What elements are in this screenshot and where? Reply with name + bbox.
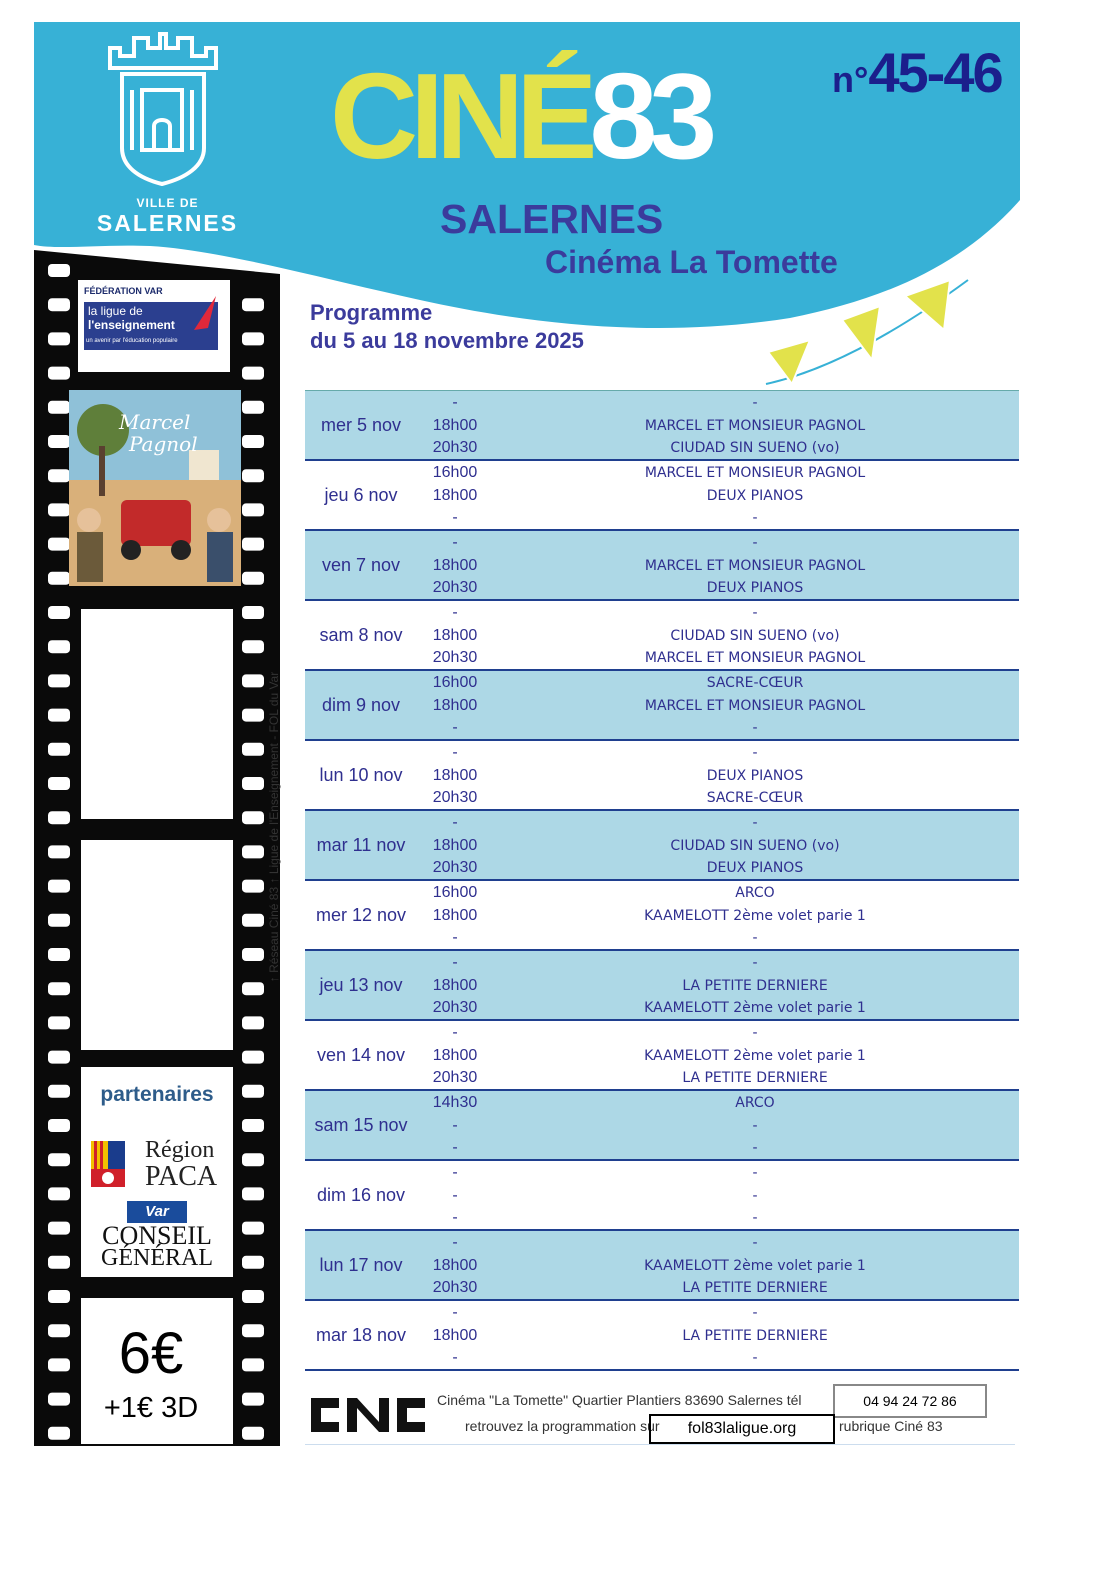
film-title: - (752, 1117, 758, 1134)
showtime: - (452, 1234, 458, 1251)
federation-tagline: un avenir par l'éducation populaire (86, 338, 178, 344)
film-title: - (752, 1187, 758, 1204)
film-perforation (242, 606, 264, 619)
film-perforation (242, 1256, 264, 1269)
showtime: - (452, 1164, 458, 1181)
schedule-day-row (305, 601, 1019, 671)
film-title: - (752, 1140, 758, 1157)
showtime: 16h00 (432, 884, 478, 901)
film-perforation (242, 640, 264, 653)
vertical-credit-text: ↑ Réseau Ciné 83 ↑ Ligue de l'Enseignement - FOL du Var (267, 671, 281, 983)
film-perforation (242, 1358, 264, 1371)
brand-cine: CINÉ (330, 48, 590, 184)
poster-title-1: Marcel (119, 410, 191, 434)
film-perforation (48, 640, 70, 653)
region-label-1: Région (145, 1137, 215, 1163)
showtime: - (452, 719, 458, 737)
cinema-name: Cinéma La Tomette (545, 244, 838, 280)
film-perforation (48, 914, 70, 927)
film-title: MARCEL ET MONSIEUR PAGNOL (644, 697, 866, 714)
showtime: 18h00 (432, 906, 478, 924)
empty-frame-2 (81, 840, 233, 1050)
cnc-logo (305, 1392, 435, 1438)
film-title: DEUX PIANOS (706, 860, 804, 877)
film-perforation (242, 777, 264, 790)
film-perforation (242, 1393, 264, 1406)
region-paca-shield-icon (91, 1141, 125, 1187)
showtime: - (452, 534, 458, 551)
film-perforation (242, 367, 264, 380)
day-label: mer 12 nov (315, 905, 407, 925)
film-perforation (48, 743, 70, 756)
film-title: ARCO (735, 1095, 775, 1111)
day-label: sam 8 nov (319, 625, 403, 645)
film-perforation (48, 1393, 70, 1406)
film-perforation (242, 709, 264, 722)
showtime: 18h00 (432, 626, 478, 644)
film-title: - (752, 1305, 758, 1321)
film-title: LA PETITE DERNIERE (682, 1327, 828, 1344)
film-perforation (242, 1051, 264, 1064)
film-perforation (48, 572, 70, 585)
film-perforation (242, 674, 264, 687)
film-title: KAAMELOTT 2ème volet parie 1 (644, 1047, 866, 1064)
film-perforation (48, 948, 70, 961)
schedule-day-row (305, 671, 1019, 741)
film-perforation (242, 572, 264, 585)
film-perforation (242, 1153, 264, 1166)
film-perforation (242, 332, 264, 345)
day-label: ven 7 nov (321, 555, 401, 575)
film-perforation (48, 845, 70, 858)
film-perforation (242, 845, 264, 858)
film-title: CIUDAD SIN SUENO (vo) (670, 440, 840, 457)
film-title: LA PETITE DERNIERE (682, 1280, 828, 1297)
showtime: - (452, 1116, 458, 1134)
film-perforation (48, 880, 70, 893)
showtime: 18h00 (432, 486, 478, 504)
salernes-crest-logo (100, 28, 225, 188)
price-3d-supplement: +1€ 3D (103, 1392, 199, 1424)
showtime: 20h30 (432, 1279, 478, 1297)
film-perforation (48, 1324, 70, 1337)
film-perforation (48, 982, 70, 995)
phone-number: 04 94 24 72 86 (833, 1384, 987, 1418)
city-label: SALERNES (96, 210, 239, 236)
issue-value: 45-46 (868, 41, 1002, 104)
federation-top: FÉDÉRATION VAR (84, 286, 163, 296)
red-arrow-icon (190, 294, 220, 334)
film-perforation (48, 503, 70, 516)
film-title: - (752, 1235, 758, 1251)
showtime: 18h00 (432, 1046, 478, 1064)
film-perforation (48, 401, 70, 414)
film-perforation (242, 538, 264, 551)
film-title: LA PETITE DERNIERE (682, 1070, 828, 1087)
schedule-day-row (305, 1021, 1019, 1091)
showtime: 18h00 (432, 766, 478, 784)
film-perforation (48, 264, 70, 277)
film-perforation (242, 503, 264, 516)
film-title: MARCEL ET MONSIEUR PAGNOL (644, 417, 866, 434)
showtime: - (452, 744, 458, 761)
film-perforation (48, 709, 70, 722)
film-perforation (48, 1016, 70, 1029)
film-title: ARCO (735, 885, 775, 901)
issue-prefix: n° (832, 59, 869, 100)
program-dates: du 5 au 18 novembre 2025 (310, 328, 584, 353)
showtime: 18h00 (432, 976, 478, 994)
film-title: - (752, 1025, 758, 1041)
day-label: mer 5 nov (320, 415, 402, 435)
film-perforation (48, 367, 70, 380)
film-title: KAAMELOTT 2ème volet parie 1 (644, 1257, 866, 1274)
film-title: - (752, 955, 758, 971)
showtime: 18h00 (432, 1256, 478, 1274)
brand-number: 83 (589, 48, 710, 184)
film-perforation (242, 1427, 264, 1440)
schedule-day-row (305, 461, 1019, 531)
film-poster-marcel-pagnol (69, 390, 241, 586)
film-perforation (242, 1222, 264, 1235)
ticket-price: 6€ (118, 1321, 184, 1386)
day-label: dim 16 nov (316, 1185, 406, 1205)
film-title: - (752, 815, 758, 831)
film-perforation (242, 1119, 264, 1132)
partners-panel (81, 1067, 233, 1277)
schedule-day-row (305, 1301, 1019, 1371)
schedule-day-row (305, 1091, 1019, 1161)
cinema-address: Cinéma "La Tomette" Quartier Plantiers 83690 Salernes tél (437, 1392, 802, 1408)
film-perforation (242, 435, 264, 448)
showtime: - (452, 814, 458, 831)
film-perforation (48, 435, 70, 448)
film-title: - (752, 535, 758, 551)
film-title: - (752, 1210, 758, 1227)
region-label-2: PACA (145, 1161, 218, 1192)
film-title: - (752, 605, 758, 621)
film-perforation (242, 401, 264, 414)
issue-number (832, 40, 1002, 105)
film-title: - (752, 745, 758, 761)
showtime: 20h30 (432, 579, 478, 597)
day-label: jeu 6 nov (324, 485, 398, 505)
showtime: - (452, 1186, 458, 1204)
film-title: - (752, 1350, 758, 1367)
film-perforation (48, 674, 70, 687)
schedule-day-row (305, 531, 1019, 601)
film-perforation (48, 1153, 70, 1166)
website-link[interactable]: fol83laligue.org (649, 1414, 835, 1444)
showtime: 14h30 (432, 1094, 478, 1111)
empty-frame-1 (81, 609, 233, 819)
film-perforation (48, 538, 70, 551)
film-title: KAAMELOTT 2ème volet parie 1 (644, 1000, 866, 1017)
day-label: lun 10 nov (319, 765, 403, 785)
film-title: - (752, 510, 758, 527)
schedule-day-row (305, 391, 1019, 461)
film-title: - (752, 930, 758, 947)
film-perforation (48, 1290, 70, 1303)
film-title: DEUX PIANOS (706, 580, 804, 597)
film-title: CIUDAD SIN SUENO (vo) (670, 837, 840, 854)
film-perforation (242, 811, 264, 824)
film-title: SACRE-CŒUR (706, 675, 804, 691)
film-title: - (752, 395, 758, 411)
film-perforation (242, 1085, 264, 1098)
film-perforation (242, 948, 264, 961)
showtime: - (452, 509, 458, 527)
film-title: MARCEL ET MONSIEUR PAGNOL (644, 650, 866, 667)
film-perforation (242, 1187, 264, 1200)
day-label: jeu 13 nov (319, 975, 403, 995)
showtime: - (452, 954, 458, 971)
film-perforation (242, 914, 264, 927)
day-label: ven 14 nov (316, 1045, 406, 1065)
showtime: 18h00 (432, 1326, 478, 1344)
var-logo: Var (127, 1201, 187, 1223)
showtime: 18h00 (432, 416, 478, 434)
town-title: SALERNES (440, 196, 664, 242)
showtime: - (452, 1209, 458, 1227)
showtime: - (452, 1024, 458, 1041)
film-perforation (48, 298, 70, 311)
film-title: - (752, 720, 758, 737)
ligue-enseignement-logo (78, 280, 230, 372)
film-perforation (48, 332, 70, 345)
film-title: MARCEL ET MONSIEUR PAGNOL (644, 557, 866, 574)
footer (305, 1384, 1015, 1446)
film-perforation (48, 1358, 70, 1371)
showtime: 16h00 (432, 464, 478, 481)
film-perforation (48, 811, 70, 824)
film-perforation (242, 982, 264, 995)
film-title: MARCEL ET MONSIEUR PAGNOL (644, 465, 866, 481)
film-perforation (48, 1119, 70, 1132)
day-label: sam 15 nov (314, 1115, 408, 1135)
website-prefix: retrouvez la programmation sur (465, 1418, 660, 1434)
showtime: - (452, 1304, 458, 1321)
film-title: DEUX PIANOS (706, 767, 804, 784)
day-label: lun 17 nov (319, 1255, 403, 1275)
showtime: - (452, 929, 458, 947)
showtime: 18h00 (432, 696, 478, 714)
showtime: - (452, 604, 458, 621)
showtime: 16h00 (432, 674, 478, 691)
website-suffix: rubrique Ciné 83 (839, 1418, 943, 1434)
film-perforation (242, 1016, 264, 1029)
film-perforation (48, 1256, 70, 1269)
film-perforation (48, 777, 70, 790)
showtime: - (452, 394, 458, 411)
day-label: mar 11 nov (316, 835, 406, 855)
schedule-day-row (305, 741, 1019, 811)
film-perforation (242, 1324, 264, 1337)
film-perforation (48, 1427, 70, 1440)
schedule-day-row (305, 951, 1019, 1021)
schedule-day-row (305, 1231, 1019, 1301)
schedule-day-row (305, 1161, 1019, 1231)
vertical-credit (267, 560, 281, 1100)
showtime: 20h30 (432, 789, 478, 807)
schedule-table (305, 390, 1019, 1371)
film-title: SACRE-CŒUR (706, 790, 804, 807)
conseil-label-1: CONSEIL (102, 1221, 212, 1250)
conseil-label-2: GÉNÉRAL (101, 1245, 213, 1271)
film-title: - (752, 1165, 758, 1181)
film-title: DEUX PIANOS (706, 487, 804, 504)
film-title: LA PETITE DERNIERE (682, 977, 828, 994)
city-label-small: VILLE DE (136, 196, 199, 210)
partners-title: partenaires (100, 1083, 214, 1106)
showtime: 20h30 (432, 1069, 478, 1087)
day-label: mar 18 nov (315, 1325, 407, 1345)
federation-line1: la ligue de (88, 304, 143, 318)
film-perforation (48, 1085, 70, 1098)
showtime: - (452, 1139, 458, 1157)
showtime: 20h30 (432, 859, 478, 877)
film-perforation (242, 469, 264, 482)
showtime: 20h30 (432, 649, 478, 667)
film-perforation (48, 469, 70, 482)
poster-title-2: Pagnol (129, 432, 198, 456)
film-perforation (48, 606, 70, 619)
film-perforation (242, 743, 264, 756)
showtime: 20h30 (432, 999, 478, 1017)
film-perforation (242, 1290, 264, 1303)
schedule-day-row (305, 811, 1019, 881)
showtime: 18h00 (432, 556, 478, 574)
film-perforation (242, 880, 264, 893)
film-perforation (48, 1051, 70, 1064)
film-perforation (48, 1187, 70, 1200)
program-label: Programme (310, 300, 433, 325)
film-perforation (242, 298, 264, 311)
federation-line2: l'enseignement (88, 318, 175, 332)
cine83-brand (330, 48, 710, 184)
schedule-day-row (305, 881, 1019, 951)
showtime: - (452, 1349, 458, 1367)
showtime: 20h30 (432, 439, 478, 457)
film-perforation (48, 1222, 70, 1235)
price-panel (81, 1298, 233, 1444)
film-title: CIUDAD SIN SUENO (vo) (670, 627, 840, 644)
film-title: KAAMELOTT 2ème volet parie 1 (644, 907, 866, 924)
day-label: dim 9 nov (321, 695, 401, 715)
showtime: 18h00 (432, 836, 478, 854)
